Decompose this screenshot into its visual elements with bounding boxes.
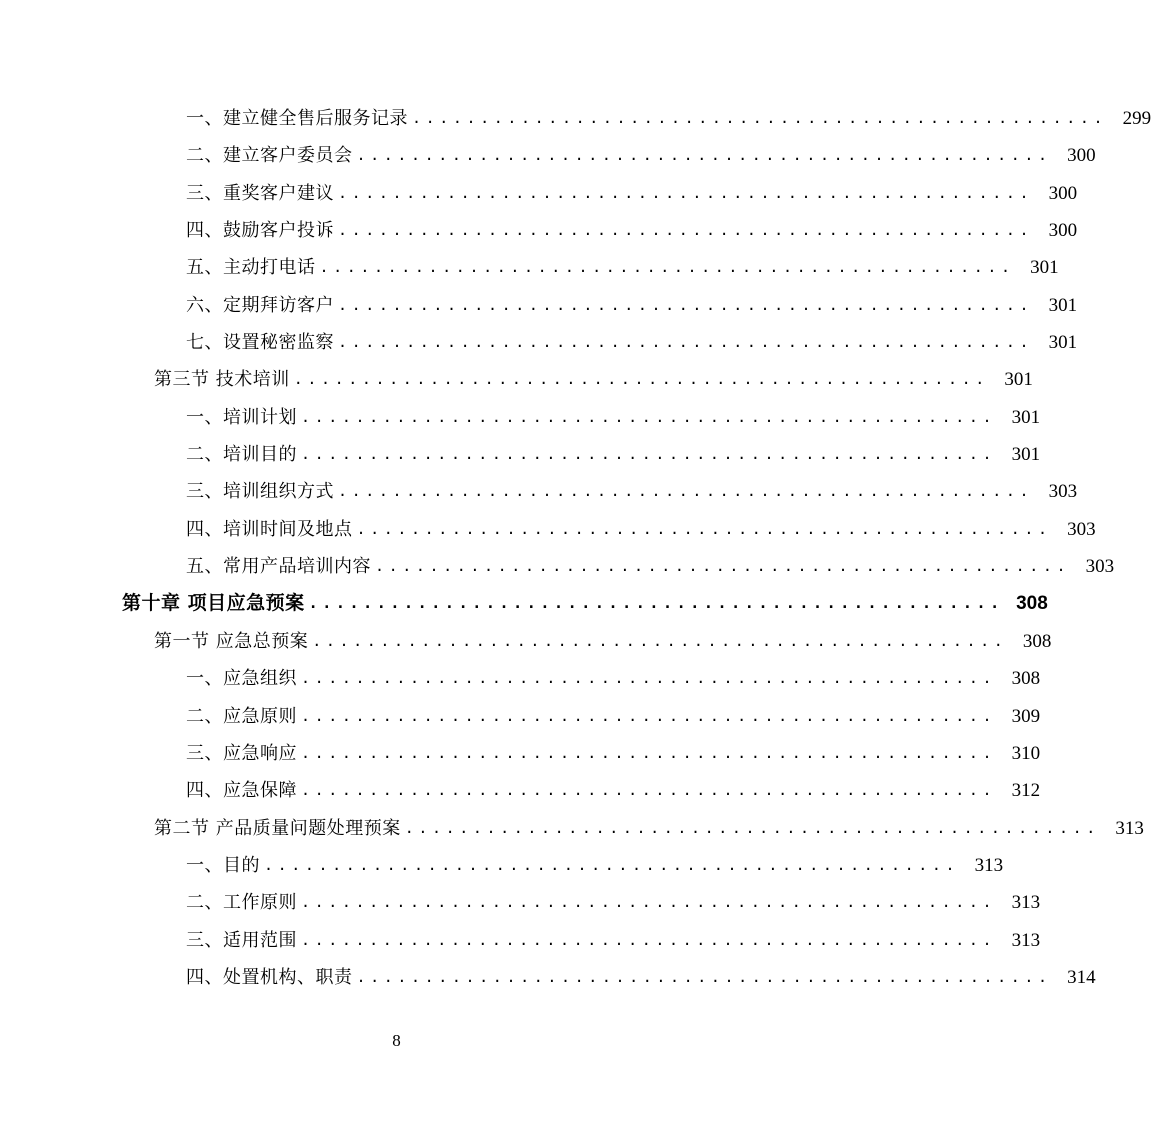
- toc-entry-page: 313: [974, 854, 1004, 876]
- toc-entry-label: 六、定期拜访客户: [186, 294, 334, 316]
- toc-dot-leader: ...................................................: [301, 781, 997, 800]
- toc-entry-page: 300: [1048, 220, 1078, 242]
- toc-entry[interactable]: [0, 922, 1041, 959]
- toc-entry-page: 301: [1011, 444, 1041, 466]
- toc-entry[interactable]: [0, 884, 1041, 921]
- toc-dot-leader: ...................................................: [356, 146, 1052, 165]
- toc-dot-leader: ...................................................: [301, 407, 997, 426]
- toc-dot-leader: ...................................................: [338, 482, 1034, 501]
- toc-entry[interactable]: [0, 548, 1115, 585]
- toc-entry[interactable]: [0, 175, 1078, 212]
- toc-entry-label: 五、常用产品培训内容: [186, 556, 371, 578]
- toc-entry[interactable]: [0, 735, 1041, 772]
- toc-entry-page: 303: [1048, 481, 1078, 503]
- toc-dot-leader: ...................................................: [293, 370, 989, 389]
- toc-entry-page: 312: [1011, 780, 1041, 802]
- toc-section-page: 308: [1022, 630, 1052, 652]
- toc-entry-page: 301: [1011, 406, 1041, 428]
- toc-entry[interactable]: [0, 100, 1151, 137]
- toc-entry[interactable]: [0, 249, 1059, 286]
- toc-entry[interactable]: [0, 660, 1041, 697]
- toc-dot-leader: ...................................................: [356, 519, 1052, 538]
- toc-section-page: 313: [1115, 817, 1144, 839]
- toc-dot-leader: ...................................................: [404, 818, 1100, 837]
- toc-dot-leader: ...................................................: [308, 594, 1004, 613]
- toc-entry-label: 二、应急原则: [186, 705, 297, 727]
- toc-dot-leader: ...................................................: [319, 258, 1015, 277]
- toc-chapter[interactable]: [0, 585, 1048, 622]
- toc-dot-leader: ...................................................: [338, 183, 1034, 202]
- toc-section[interactable]: [0, 361, 1033, 398]
- toc-entry-label: 三、应急响应: [186, 742, 297, 764]
- toc-entry[interactable]: [0, 698, 1041, 735]
- toc-entry-page: 299: [1122, 108, 1151, 129]
- toc-chapter-page: 308: [1016, 593, 1048, 615]
- toc-entry-page: 301: [1048, 294, 1078, 316]
- toc-entry[interactable]: [0, 473, 1078, 510]
- toc-dot-leader: ...................................................: [301, 930, 997, 949]
- toc-entry-page: 303: [1085, 556, 1115, 578]
- toc-entry[interactable]: [0, 436, 1041, 473]
- toc-dot-leader: ...................................................: [375, 557, 1071, 576]
- toc-dot-leader: ...................................................: [412, 109, 1108, 127]
- toc-entry-page: 310: [1011, 742, 1041, 764]
- toc-entry[interactable]: [0, 137, 1096, 174]
- toc-entry[interactable]: [0, 212, 1078, 249]
- toc-dot-leader: ...................................................: [301, 743, 997, 762]
- toc-entry-label: 四、处置机构、职责: [186, 966, 353, 988]
- toc-entry[interactable]: [0, 324, 1078, 361]
- toc-entry-label: 二、培训目的: [186, 444, 297, 466]
- toc-dot-leader: ...................................................: [338, 295, 1034, 314]
- toc-entry-page: 301: [1030, 257, 1059, 279]
- toc-entry-page: 313: [1011, 929, 1041, 951]
- toc-entry-label: 一、应急组织: [186, 668, 297, 690]
- toc-entry-label: 四、培训时间及地点: [186, 518, 353, 540]
- toc-section-page: 301: [1004, 369, 1033, 391]
- toc-entry-label: 五、主动打电话: [186, 257, 316, 279]
- toc-entry-page: 309: [1011, 705, 1041, 727]
- toc-entry[interactable]: [0, 287, 1078, 324]
- toc-entry-label: 四、鼓励客户投诉: [186, 220, 334, 242]
- toc-section-label: 第一节 应急总预案: [154, 630, 309, 652]
- toc-dot-leader: ...................................................: [301, 706, 997, 725]
- toc-section[interactable]: [0, 623, 1052, 660]
- toc-entry-label: 三、重奖客户建议: [186, 182, 334, 204]
- toc-dot-leader: ...................................................: [264, 855, 960, 874]
- toc-entry[interactable]: [0, 959, 1096, 996]
- toc-entry-label: 一、目的: [186, 854, 260, 876]
- toc-entry[interactable]: [0, 772, 1041, 809]
- toc-entry-label: 一、培训计划: [186, 406, 297, 428]
- toc-section-label: 第二节 产品质量问题处理预案: [154, 817, 401, 839]
- toc-chapter-label: 第十章 项目应急预案: [122, 592, 305, 615]
- toc-entry[interactable]: [0, 399, 1041, 436]
- toc-entry-page: 313: [1011, 892, 1041, 914]
- toc-dot-leader: ...................................................: [356, 967, 1052, 986]
- page-number: 8: [392, 1031, 401, 1050]
- toc-dot-leader: ...................................................: [338, 221, 1034, 240]
- toc-dot-leader: ...................................................: [301, 445, 997, 464]
- toc-entry-label: 二、建立客户委员会: [186, 145, 353, 167]
- toc-entry-label: 二、工作原则: [186, 892, 297, 914]
- toc-entry[interactable]: [0, 511, 1096, 548]
- table-of-contents: [0, 100, 1151, 996]
- toc-section-label: 第三节 技术培训: [154, 369, 290, 391]
- toc-entry-page: 301: [1048, 332, 1078, 354]
- toc-dot-leader: ...................................................: [338, 333, 1034, 352]
- toc-section[interactable]: [0, 810, 1144, 847]
- toc-entry-label: 三、培训组织方式: [186, 481, 334, 503]
- toc-entry-page: 314: [1067, 966, 1096, 988]
- toc-entry[interactable]: [0, 847, 1004, 884]
- toc-entry-label: 一、建立健全售后服务记录: [186, 108, 408, 129]
- toc-dot-leader: ...................................................: [301, 893, 997, 912]
- toc-entry-page: 308: [1011, 668, 1041, 690]
- toc-entry-label: 四、应急保障: [186, 780, 297, 802]
- toc-entry-label: 三、适用范围: [186, 929, 297, 951]
- toc-entry-label: 七、设置秘密监察: [186, 332, 334, 354]
- toc-dot-leader: ...................................................: [301, 669, 997, 688]
- toc-dot-leader: ...................................................: [312, 631, 1008, 650]
- toc-entry-page: 300: [1048, 182, 1078, 204]
- toc-entry-page: 303: [1067, 518, 1096, 540]
- toc-entry-page: 300: [1067, 145, 1096, 167]
